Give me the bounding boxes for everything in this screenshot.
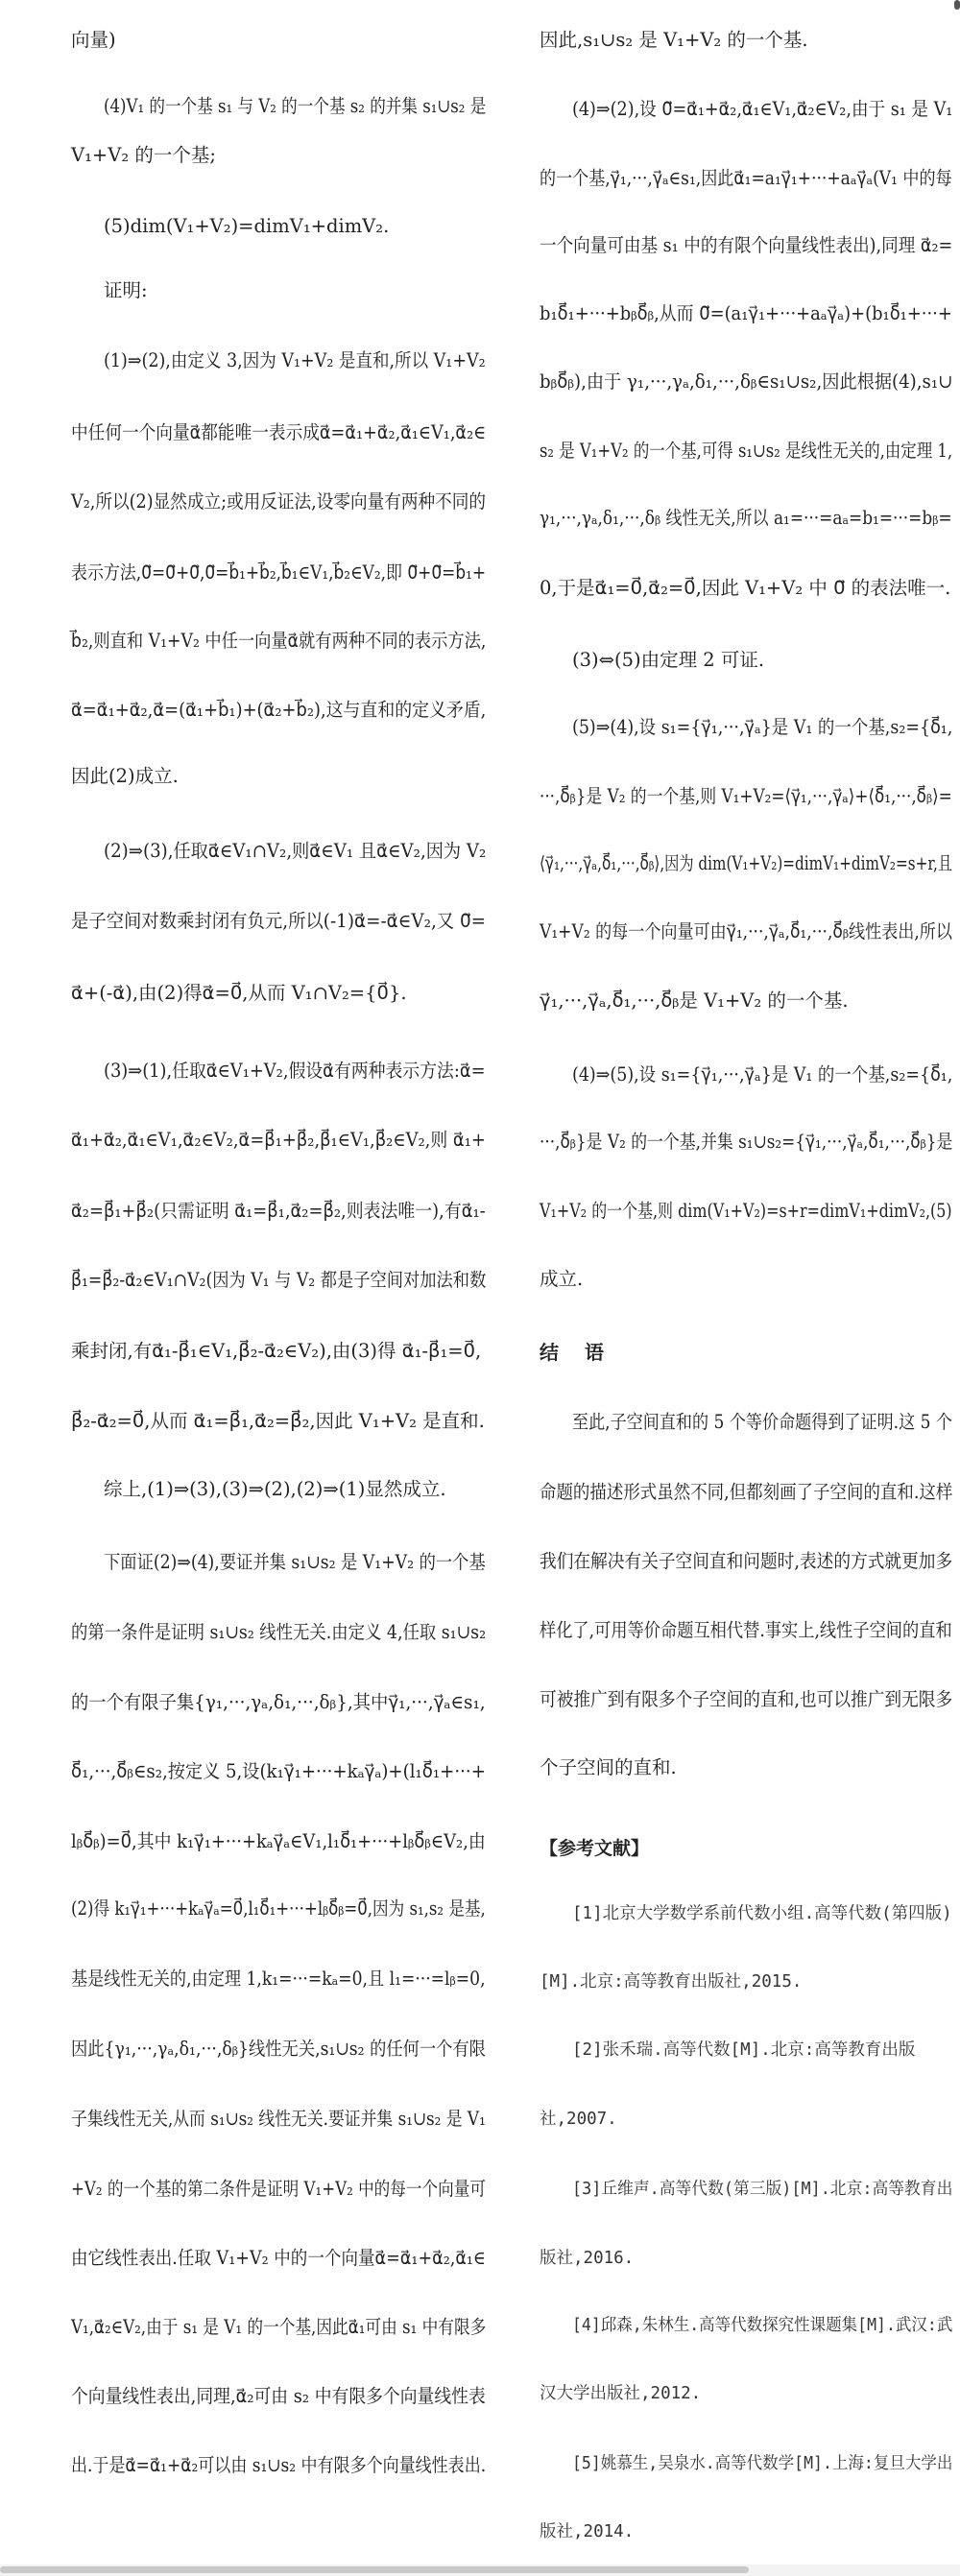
text-line: 我们在解决有关子空间直和问题时,表述的方式就更加多 xyxy=(540,1550,953,1572)
text-line: 是子空间对数乘封闭有负元,所以(-1)α⃗=-α⃗∈V₂,又 0⃗= xyxy=(71,910,487,932)
text-line: 命题的描述形式虽然不同,但都刻画了子空间的直和.这样 xyxy=(540,1481,953,1503)
text-line: V₁+V₂ 的每一个向量可由γ⃗₁,···,γ⃗ₐ,δ⃗₁,···,δ⃗ᵦ线性表出,所以 xyxy=(540,920,952,942)
text-line: 的一个基,γ⃗₁,···,γ⃗ₐ∈s₁,因此α⃗₁=a₁γ⃗₁+···+aₐγ⃗ₐ(V₁ 中的每 xyxy=(540,167,952,189)
text-line: γ₁,···,γₐ,δ₁,···,δᵦ 线性无关,所以 a₁=···=aₐ=b₁=···=bᵦ= xyxy=(540,507,952,529)
text-line: 一个向量可由基 s₁ 中的有限个向量线性表出),同理 α⃗₂= xyxy=(540,234,953,256)
text-line: (3)⇔(5)由定理 2 可证. xyxy=(572,649,765,671)
text-line: 综上,(1)⇒(3),(3)⇒(2),(2)⇒(1)显然成立. xyxy=(104,1478,446,1500)
text-line: V₂,所以(2)显然成立;或用反证法,设零向量有两种不同的 xyxy=(71,490,487,513)
text-line: (3)⇒(1),任取α⃗∈V₁+V₂,假设α⃗有两种表示方法:α⃗= xyxy=(104,1060,486,1082)
text-line: 中任何一个向量α⃗都能唯一表示成α⃗=α⃗₁+α⃗₂,α⃗₁∈V₁,α⃗₂∈ xyxy=(71,421,487,443)
reference-line: [1]北京大学数学系前代数小组.高等代数(第四版) xyxy=(572,1904,952,1923)
text-line: 因此,s₁∪s₂ 是 V₁+V₂ 的一个基. xyxy=(540,29,808,51)
horizontal-scrollbar-thumb[interactable] xyxy=(0,2566,749,2573)
text-line: (2)得 k₁γ⃗₁+···+kₐγ⃗ₐ=0⃗,l₁δ⃗₁+···+lᵦδ⃗ᵦ=0⃗,因为 s₁,s₂ 是基, xyxy=(71,1897,486,1920)
text-line: V₁+V₂ 的一个基,则 dim(V₁+V₂)=s+r=dimV₁+dimV₂,(5) xyxy=(540,1200,952,1222)
text-line: (4)V₁ 的一个基 s₁ 与 V₂ 的一个基 s₂ 的并集 s₁∪s₂ 是 xyxy=(104,95,487,117)
text-line: 出.于是α⃗=α⃗₁+α⃗₂可以由 s₁∪s₂ 中有限多个向量线性表出. xyxy=(71,2454,487,2476)
text-line: 子集线性无关,从而 s₁∪s₂ 线性无关.要证并集 s₁∪s₂ 是 V₁ xyxy=(71,2108,486,2130)
text-line: 可被推广到有限多个子空间的直和,也可以推广到无限多 xyxy=(540,1688,953,1710)
text-line: 至此,子空间直和的 5 个等价命题得到了证明.这 5 个 xyxy=(572,1411,953,1433)
references-heading: 【参考文献】 xyxy=(540,1838,650,1859)
reference-line: [5]姚慕生,吴泉水.高等代数学[M].上海:复旦大学出 xyxy=(572,2454,953,2473)
text-line: ···,δ⃗ᵦ}是 V₂ 的一个基,并集 s₁∪s₂={γ⃗₁,···,γ⃗ₐ,δ⃗₁,···,δ⃗ᵦ}是 xyxy=(540,1131,953,1153)
text-line: δ⃗₁,···,δ⃗ᵦ∈s₂,按定义 5,设(k₁γ⃗₁+···+kₐγ⃗ₐ)+(l₁δ⃗₁+···+ xyxy=(71,1760,486,1782)
text-line: α⃗+(-α⃗),由(2)得α⃗=0⃗,从而 V₁∩V₂={0⃗}. xyxy=(71,982,407,1004)
text-line: lᵦδ⃗ᵦ)=0⃗,其中 k₁γ⃗₁+···+kₐγ⃗ₐ∈V₁,l₁δ⃗₁+···+lᵦδ⃗ᵦ∈V₂,由 xyxy=(71,1830,486,1852)
text-line: V₁+V₂ 的一个基; xyxy=(71,144,216,166)
reference-line: [M].北京:高等教育出版社,2015. xyxy=(540,1972,803,1992)
text-line: (1)⇒(2),由定义 3,因为 V₁+V₂ 是直和,所以 V₁+V₂ xyxy=(104,349,486,371)
text-line: 乘封闭,有α⃗₁-β⃗₁∈V₁,β⃗₂-α⃗₂∈V₂),由(3)得 α⃗₁-β⃗₁=0⃗, xyxy=(71,1340,482,1362)
text-line: β⃗₂-α⃗₂=0⃗,从而 α⃗₁=β⃗₁,α⃗₂=β⃗₂,因此 V₁+V₂ 是直和. xyxy=(71,1410,485,1432)
text-line: +V₂ 的一个基的第二条件是证明 V₁+V₂ 中的每一个向量可 xyxy=(71,2178,487,2200)
reference-line: 社,2007. xyxy=(540,2110,617,2129)
reference-line: [4]邱森,朱林生.高等代数探究性课题集[M].武汉:武 xyxy=(572,2316,953,2335)
text-line: (5)dim(V₁+V₂)=dimV₁+dimV₂. xyxy=(104,215,390,237)
text-line: 向量) xyxy=(71,29,116,51)
reference-line: 汉大学出版社,2012. xyxy=(540,2384,702,2403)
reference-line: [3]丘维声.高等代数(第三版)[M].北京:高等教育出 xyxy=(572,2180,953,2199)
reference-line: 版社,2016. xyxy=(540,2249,635,2268)
text-line: 由它线性表出.任取 V₁+V₂ 中的一个向量α⃗=α⃗₁+α⃗₂,α⃗₁∈ xyxy=(71,2247,486,2269)
text-line: s₂ 是 V₁+V₂ 的一个基,可得 s₁∪s₂ 是线性无关的,由定理 1, xyxy=(540,440,953,462)
text-line: 的第一条件是证明 s₁∪s₂ 线性无关.由定义 4,任取 s₁∪s₂ xyxy=(71,1621,487,1643)
text-line: β⃗₁=β⃗₂-α⃗₂∈V₁∩V₂(因为 V₁ 与 V₂ 都是子空间对加法和数 xyxy=(71,1269,487,1291)
section-heading: 结 语 xyxy=(540,1341,613,1364)
text-line: b⃗₂,则直和 V₁+V₂ 中任一向量α⃗就有两种不同的表示方法, xyxy=(71,630,487,652)
text-line: 因此(2)成立. xyxy=(71,765,179,787)
text-line: α⃗=α⃗₁+α⃗₂,α⃗=(α⃗₁+b⃗₁)+(α⃗₂+b⃗₂),这与直和的定义矛盾, xyxy=(71,699,487,721)
text-line: 个子空间的直和. xyxy=(540,1756,677,1778)
text-line: 表示方法,0⃗=0⃗+0⃗,0⃗=b⃗₁+b⃗₂,b⃗₁∈V₁,b⃗₂∈V₂,即 0⃗+0⃗=b⃗₁+ xyxy=(71,561,487,584)
text-line: (5)⇒(4),设 s₁={γ⃗₁,···,γ⃗ₐ}是 V₁ 的一个基,s₂={δ⃗₁, xyxy=(572,716,953,738)
text-line: b₁δ⃗₁+···+bᵦδ⃗ᵦ,从而 0⃗=(a₁γ⃗₁+···+aₐγ⃗ₐ)+(b₁δ⃗₁+···+ xyxy=(540,302,952,324)
text-line: 下面证(2)⇒(4),要证并集 s₁∪s₂ 是 V₁+V₂ 的一个基 xyxy=(104,1551,486,1573)
reference-line: [2]张禾瑞.高等代数[M].北京:高等教育出版 xyxy=(572,2040,916,2060)
text-line: 因此{γ₁,···,γₐ,δ₁,···,δᵦ}线性无关,s₁∪s₂ 的任何一个有限 xyxy=(71,2038,486,2060)
text-line: V₁,α⃗₂∈V₂,由于 s₁ 是 V₁ 的一个基,因此α⃗₁可由 s₁ 中有限多 xyxy=(71,2316,487,2338)
text-line: 个向量线性表出,同理,α⃗₂可由 s₂ 中有限多个向量线性表 xyxy=(71,2385,486,2407)
text-line: bᵦδ⃗ᵦ),由于 γ₁,···,γₐ,δ₁,···,δᵦ∈s₁∪s₂,因此根据(4),s₁∪ xyxy=(540,370,953,393)
text-line: 的一个有限子集{γ₁,···,γₐ,δ₁,···,δᵦ},其中γ⃗₁,···,γ⃗ₐ∈s₁, xyxy=(71,1691,486,1713)
text-line: α⃗₁+α⃗₂,α⃗₁∈V₁,α⃗₂∈V₂,α⃗=β⃗₁+β⃗₂,β⃗₁∈V₁,β⃗₂∈V₂,则 α⃗₁+ xyxy=(71,1129,486,1151)
text-line: α⃗₂=β⃗₁+β⃗₂(只需证明 α⃗₁=β⃗₁,α⃗₂=β⃗₂,则表法唯一),有α⃗₁- xyxy=(71,1200,486,1222)
text-line: ⟨γ⃗₁,···,γ⃗ₐ,δ⃗₁,···,δ⃗ᵦ⟩,因为 dim(V₁+V₂)=dimV₁+dimV₂=s+r,且 xyxy=(540,852,953,874)
scroll-indicator[interactable] xyxy=(954,0,960,10)
text-line: 0,于是α⃗₁=0⃗,α⃗₂=0⃗,因此 V₁+V₂ 中 0⃗ 的表法唯一. xyxy=(540,577,951,599)
text-line: (4)⇒(2),设 0⃗=α⃗₁+α⃗₂,α⃗₁∈V₁,α⃗₂∈V₂,由于 s₁ 是 V₁ xyxy=(572,98,953,120)
text-line: ···,δ⃗ᵦ}是 V₂ 的一个基,则 V₁+V₂=⟨γ⃗₁,···,γ⃗ₐ⟩+⟨δ⃗₁,···,δ⃗ᵦ⟩= xyxy=(540,785,952,807)
text-line: 成立. xyxy=(540,1268,584,1290)
text-line: (2)⇒(3),任取α⃗∈V₁∩V₂,则α⃗∈V₁ 且α⃗∈V₂,因为 V₂ xyxy=(104,840,487,862)
text-line: 基是线性无关的,由定理 1,k₁=···=kₐ=0,且 l₁=···=lᵦ=0, xyxy=(71,1968,486,1990)
text-line: 证明: xyxy=(104,279,148,301)
text-line: (4)⇒(5),设 s₁={γ⃗₁,···,γ⃗ₐ}是 V₁ 的一个基,s₂={δ⃗₁, xyxy=(572,1063,953,1085)
text-line: γ⃗₁,···,γ⃗ₐ,δ⃗₁,···,δ⃗ᵦ是 V₁+V₂ 的一个基. xyxy=(540,990,849,1012)
text-line: 样化了,可用等价命题互相代替.事实上,线性子空间的直和 xyxy=(540,1619,952,1641)
reference-line: 版社,2014. xyxy=(540,2522,635,2541)
